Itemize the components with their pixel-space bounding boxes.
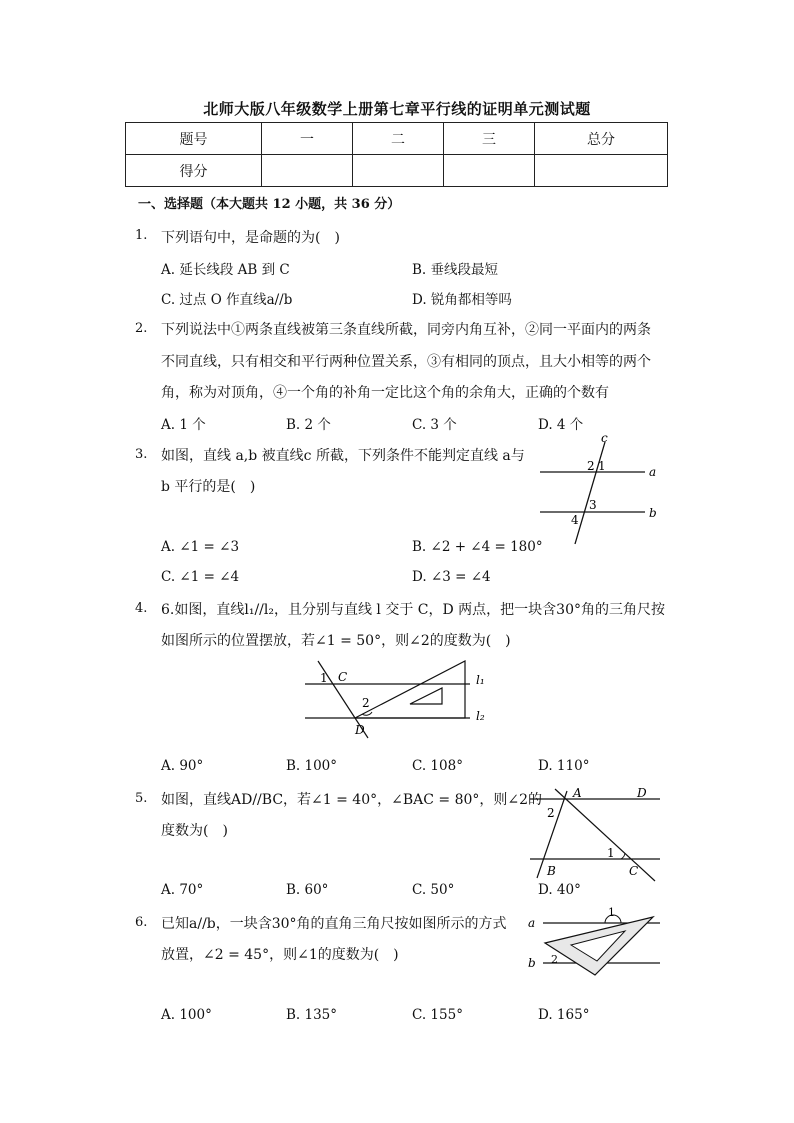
figure-label: a <box>528 916 536 930</box>
figure-transversal <box>535 432 665 547</box>
option-d[interactable]: D. ∠3 = ∠4 <box>412 569 491 585</box>
section-heading: 一、选择题（本大题共 12 小题，共 36 分） <box>138 197 401 212</box>
figure-label: 2 <box>362 696 370 710</box>
option-a[interactable]: A. 90° <box>161 758 204 774</box>
figure-set-square <box>525 905 665 980</box>
figure-label: 2 <box>547 806 555 820</box>
option-b[interactable]: B. 100° <box>286 758 338 774</box>
page-title: 北师大版八年级数学上册第七章平行线的证明单元测试题 <box>203 100 591 118</box>
question-number: 4. <box>135 601 148 616</box>
figure-label: A <box>573 786 582 800</box>
score-table-cell: 得分 <box>126 155 262 187</box>
question-number: 6. <box>135 915 148 930</box>
option-d[interactable]: D. 110° <box>538 758 590 774</box>
question-number: 2. <box>135 321 148 336</box>
option-a[interactable]: A. ∠1 = ∠3 <box>161 539 240 555</box>
figure-label: 1 <box>598 459 606 473</box>
question-text: 如图，直线 a,b 被直线c 所截，下列条件不能判定直线 a与 <box>161 448 525 464</box>
score-table-cell: 三 <box>444 123 535 155</box>
question-text: 如图，直线AD//BC，若∠1 = 40°，∠BAC = 80°，则∠2的 <box>161 792 543 808</box>
option-d[interactable]: D. 165° <box>538 1007 590 1023</box>
figure-label: 4 <box>571 513 579 527</box>
question-text: 不同直线，只有相交和平行两种位置关系，③有相同的顶点，且大小相等的两个 <box>161 354 651 370</box>
figure-parallel-lines <box>525 783 665 883</box>
score-table-score-row <box>126 155 668 187</box>
figure-label: 2 <box>587 459 595 473</box>
figure-label: D <box>355 723 365 737</box>
score-table-cell[interactable] <box>353 155 444 187</box>
option-c[interactable]: C. 过点 O 作直线a//b <box>161 292 293 308</box>
score-table-cell: 总分 <box>535 123 668 155</box>
figure-label: l₁ <box>476 673 485 687</box>
option-b[interactable]: B. 135° <box>286 1007 338 1023</box>
option-a[interactable]: A. 延长线段 AB 到 C <box>161 262 290 278</box>
figure-label: 1 <box>608 906 615 919</box>
question-text: 下列语句中，是命题的为( ) <box>161 230 340 246</box>
option-a[interactable]: A. 100° <box>161 1007 212 1023</box>
option-d[interactable]: D. 40° <box>538 882 581 898</box>
option-d[interactable]: D. 4 个 <box>538 417 584 433</box>
figure-label: C <box>338 670 348 684</box>
figure-label: b <box>528 956 536 970</box>
figure-label: b <box>649 506 657 520</box>
question-text: 度数为( ) <box>161 823 228 839</box>
figure-label: D <box>637 786 647 800</box>
question-text: 角，称为对顶角，④一个角的补角一定比这个角的余角大，正确的个数有 <box>161 385 609 401</box>
question-number: 3. <box>135 447 148 462</box>
figure-label: 3 <box>589 498 597 512</box>
figure-label: c <box>601 431 608 445</box>
score-table-cell[interactable] <box>262 155 353 187</box>
score-table-cell: 一 <box>262 123 353 155</box>
figure-triangle-ruler <box>300 656 500 746</box>
question-text: b 平行的是( ) <box>161 479 256 495</box>
option-c[interactable]: C. 108° <box>412 758 463 774</box>
score-table-cell: 二 <box>353 123 444 155</box>
score-table-cell[interactable] <box>535 155 668 187</box>
option-c[interactable]: C. ∠1 = ∠4 <box>161 569 240 585</box>
score-table-cell: 题号 <box>126 123 262 155</box>
question-text: 下列说法中①两条直线被第三条直线所截，同旁内角互补，②同一平面内的两条 <box>161 322 651 338</box>
figure-label: 2 <box>551 953 558 966</box>
figure-label: C <box>629 864 639 878</box>
figure-label: l₂ <box>476 709 485 723</box>
option-c[interactable]: C. 155° <box>412 1007 463 1023</box>
option-c[interactable]: C. 3 个 <box>412 417 457 433</box>
score-table-cell[interactable] <box>444 155 535 187</box>
figure-label: a <box>649 465 657 479</box>
question-text: 放置，∠2 = 45°，则∠1的度数为( ) <box>161 947 399 963</box>
question-number: 1. <box>135 228 148 243</box>
question-text: 如图所示的位置摆放，若∠1 = 50°，则∠2的度数为( ) <box>161 633 511 649</box>
question-text: 已知a//b，一块含30°角的直角三角尺按如图所示的方式 <box>161 916 507 932</box>
question-number: 5. <box>135 791 148 806</box>
option-c[interactable]: C. 50° <box>412 882 455 898</box>
figure-label: 1 <box>320 671 328 685</box>
option-a[interactable]: A. 70° <box>161 882 204 898</box>
option-b[interactable]: B. ∠2 + ∠4 = 180° <box>412 539 543 555</box>
option-b[interactable]: B. 2 个 <box>286 417 331 433</box>
figure-label: 1 <box>607 846 615 860</box>
score-table-header-row <box>126 123 668 155</box>
option-b[interactable]: B. 垂线段最短 <box>412 262 499 278</box>
figure-label: B <box>547 864 556 878</box>
option-b[interactable]: B. 60° <box>286 882 329 898</box>
option-d[interactable]: D. 锐角都相等吗 <box>412 292 512 308</box>
option-a[interactable]: A. 1 个 <box>161 417 206 433</box>
question-text: 6.如图，直线l₁//l₂，且分别与直线 l 交于 C，D 两点，把一块含30°角的三角尺按 <box>161 602 665 618</box>
score-table <box>125 122 668 187</box>
